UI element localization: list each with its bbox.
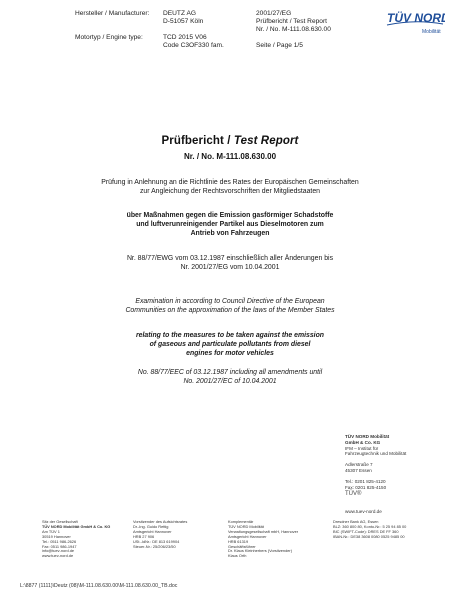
footer-bank-line: BLZ: 360 800 80, Konto-Nr.: 5 25 94 85 00 — [333, 523, 407, 529]
english-directive-line-2: No. 2001/27/EC of 10.04.2001 — [183, 378, 277, 385]
manufacturer-city: D-51057 Köln — [163, 18, 204, 25]
footer-partner-line: HRB 61319 — [228, 538, 249, 544]
english-subject-line-3: engines for motor vehicles — [186, 350, 274, 357]
english-subject-line-1: relating to the measures to be taken against the emission — [135, 332, 324, 339]
title-separator: / — [223, 135, 234, 147]
tuv-nord-logo — [385, 2, 445, 38]
footer-board-line: Amtsgericht Hannover — [133, 528, 172, 534]
footer-board-line: Steuer-Nr.: 25/206/23/50 — [133, 543, 176, 549]
footer-partner-line: Komplementär — [228, 519, 254, 524]
manufacturer-label: Hersteller / Manufacturer: — [75, 10, 150, 17]
footer-seat-line: 30519 Hannover — [42, 533, 71, 539]
english-intro-line-2: Communities on the approximation of the laws of the Member States — [125, 307, 335, 314]
company-tel: Tel.: 0201 825-4120 — [345, 478, 386, 484]
header-directive: 2001/27/EG — [256, 10, 292, 17]
footer-seat-line: Am TÜV 1 — [42, 528, 60, 534]
document-file-reference: L:\8877 (1111)\Deutz (08)\M-111.08.630.00\M-111.08.630.00_TB.doc — [20, 583, 178, 589]
english-subject-line-2: of gaseous and particulate pollutants from diesel — [149, 341, 311, 348]
german-intro-line-2: zur Angleichung der Rechtsvorschriften der Mitgliedstaaten — [139, 188, 321, 195]
footer-seat-line: Sitz der Gesellschaft — [42, 519, 78, 524]
logo-sub-text: Mobilität — [422, 29, 441, 35]
title-english: Test Report — [233, 135, 299, 147]
english-intro-line-1: Examination in according to Council Directive of the European — [135, 298, 325, 305]
tuv-seal: TÜV® — [345, 491, 362, 497]
title-german: Prüfbericht — [161, 135, 224, 147]
german-directive-line-1: Nr. 88/77/EWG vom 03.12.1987 einschließlich aller Änderungen bis — [126, 255, 334, 262]
page-title — [40, 135, 420, 147]
german-subject-line-3: Antrieb von Fahrzeugen — [190, 230, 270, 237]
company-fax: Fax: 0201 825-4150 — [345, 484, 387, 490]
header-report-label: Prüfbericht / Test Report — [256, 18, 327, 25]
footer-seat-line: Fax: 0511 986-1947 — [42, 543, 77, 549]
manufacturer-name: DEUTZ AG — [163, 10, 196, 17]
institute-line-1: IFM – Institut für — [345, 445, 379, 451]
footer-board-line: USt.-IdNr.: DE 813 619904 — [133, 538, 180, 544]
german-directive-line-2: Nr. 2001/27/EG vom 10.04.2001 — [180, 264, 280, 271]
header-report-number: Nr. / No. M-111.08.630.00 — [256, 26, 331, 33]
german-subject-line-2: und luftverunreinigender Partikel aus Dieselmotoren zum — [136, 221, 324, 228]
engine-type-label: Motortyp / Engine type: — [75, 34, 143, 41]
institute-line-2: Fahrzeugtechnik und Mobilität — [345, 451, 407, 457]
footer-column-seat — [42, 520, 110, 559]
footer-partner-line: Verwaltungsgesellschaft mbH, Hannover — [228, 528, 299, 534]
german-intro-paragraph — [40, 178, 420, 196]
english-intro-paragraph — [40, 297, 420, 315]
footer-board-line: Vorsitzender des Aufsichtsrates — [133, 519, 188, 524]
footer-partner-line: Dr. Klaus Kleinherbers (Vorsitzender) — [228, 548, 293, 554]
company-name-2: GmbH & Co. KG — [345, 439, 381, 445]
footer-board-line: Dr.-Ing. Guido Rettig — [133, 523, 169, 529]
footer-seat-line: TÜV NORD Mobilität GmbH & Co. KG — [42, 523, 111, 529]
footer-partner-line: Amtsgericht Hannover — [228, 533, 267, 539]
engine-code: Code C3OF330 fam. — [163, 42, 224, 49]
footer-bank-line: Dresdner Bank AG, Essen — [333, 519, 379, 524]
company-street: Adlerstraße 7 — [345, 462, 373, 468]
footer-bank-line: BIC (SWIFT-Code): DRES DE FF 360 — [333, 528, 399, 534]
footer-seat-line: www.tuev-nord.de — [42, 553, 74, 559]
german-directive-paragraph — [40, 254, 420, 272]
footer-column-partner — [228, 520, 298, 559]
english-subject-paragraph — [40, 331, 420, 358]
footer-seat-line: info@tuev-nord.de — [42, 548, 75, 554]
footer-board-line: HRB 27 906 — [133, 533, 155, 539]
company-website: www.tuev-nord.de — [345, 509, 382, 514]
company-name-1: TÜV NORD Mobilität — [345, 434, 390, 439]
company-city: 45307 Essen — [345, 467, 372, 473]
german-subject-line-1: über Maßnahmen gegen die Emission gasförmiger Schadstoffe — [126, 212, 334, 219]
report-number: Nr. / No. M-111.08.630.00 — [183, 152, 277, 161]
company-address-block — [345, 434, 406, 490]
german-intro-line-1: Prüfung in Anlehnung an die Richtlinie des Rates der Europäischen Gemeinschaften — [101, 179, 359, 186]
footer-partner-line: Geschäftsführer — [228, 543, 256, 549]
footer-partner-line: Klaus Orth — [228, 553, 247, 559]
footer-partner-line: TÜV NORD Mobilität — [228, 523, 264, 529]
engine-type: TCD 2015 V06 — [163, 34, 207, 41]
german-subject-paragraph — [40, 211, 420, 238]
footer-seat-line: Tel.: 0511 986-2626 — [42, 538, 77, 544]
logo-brand-text: TÜV NORD — [387, 11, 445, 25]
footer-column-bank — [333, 520, 406, 540]
english-directive-line-1: No. 88/77/EEC of 03.12.1987 including all amendments until — [137, 369, 323, 376]
footer-bank-line: IBAN-Nr.: DE38 3608 0080 0525 9485 00 — [333, 533, 405, 539]
english-directive-paragraph — [40, 368, 420, 386]
footer-column-board — [133, 520, 187, 549]
header-page-number: Seite / Page 1/5 — [256, 42, 303, 49]
